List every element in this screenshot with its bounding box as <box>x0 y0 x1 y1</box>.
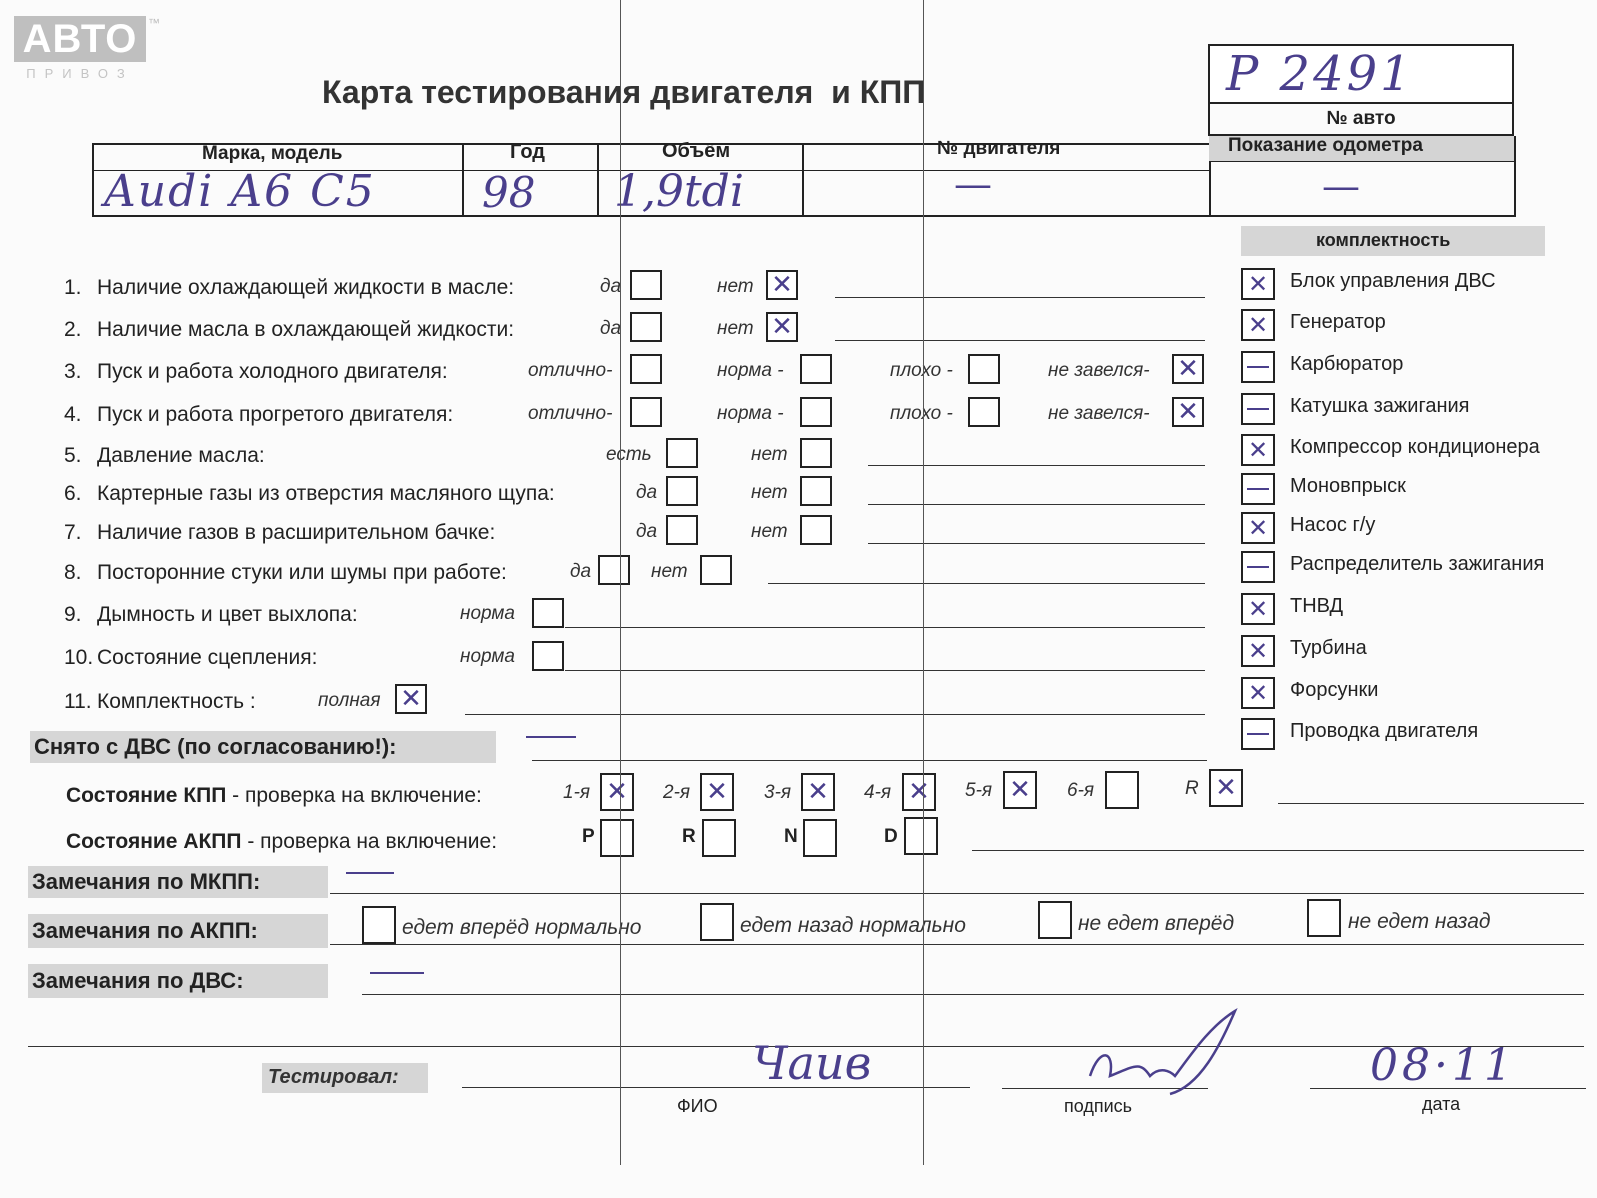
gear-5-checkbox[interactable] <box>1003 771 1037 809</box>
question-text: Картерные газы из отверстия масляного щупа: <box>97 482 555 505</box>
kit-checkbox-injectors[interactable] <box>1241 677 1275 709</box>
yes-label: да <box>570 561 592 582</box>
brand-label: Марка, модель <box>202 143 343 164</box>
gear-label: 6-я <box>1067 780 1095 801</box>
q3-no-start-checkbox[interactable] <box>1172 354 1204 384</box>
kit-checkbox-distributor[interactable] <box>1241 551 1275 583</box>
check-mark: ✕ <box>1177 397 1199 427</box>
brand-value: Audi A6 C5 <box>104 166 376 217</box>
bad-label: плохо - <box>890 360 953 381</box>
gear-label: R <box>1185 778 1199 799</box>
gear-1-checkbox[interactable] <box>600 773 634 811</box>
kit-item-label: Распределитель зажигания <box>1290 553 1545 575</box>
check-mark: ✕ <box>771 312 793 342</box>
normal-label: норма <box>460 603 515 624</box>
volume-label: Объём <box>662 140 731 162</box>
kit-item-label: Катушка зажигания <box>1290 395 1470 417</box>
fold-line <box>620 0 621 1165</box>
kit-checkbox-carburetor[interactable] <box>1241 351 1275 383</box>
check-mark: ✕ <box>1177 354 1199 384</box>
mode-p-checkbox[interactable] <box>600 819 634 857</box>
question-text: Наличие охлаждающей жидкости в масле: <box>97 276 515 299</box>
q8-no-checkbox[interactable] <box>700 555 732 585</box>
kit-item-label: Насос г/у <box>1290 514 1376 536</box>
gear-label: 1-я <box>563 782 591 803</box>
yes-label: да <box>636 482 658 503</box>
logo <box>14 16 164 86</box>
car-number-box <box>1208 44 1514 104</box>
kit-checkbox-turbine[interactable] <box>1241 635 1275 667</box>
remarks-akpp-label: Замечания по АКПП: <box>32 918 258 943</box>
check-mark: ✕ <box>1247 514 1269 542</box>
akpp-option-label: не едет вперёд <box>1078 912 1235 935</box>
year-value: 98 <box>482 168 536 217</box>
mode-label: R <box>682 826 696 847</box>
odometer-label: Показание одометра <box>1228 135 1423 156</box>
mode-label: D <box>884 826 898 847</box>
volume-value: 1,9tdi <box>614 166 744 217</box>
check-mark: ✕ <box>1247 436 1269 464</box>
question-number: 5. <box>64 444 82 467</box>
logo-sub: ПРИВОЗ <box>26 66 134 81</box>
question-number: 4. <box>64 403 82 426</box>
date-value: 08·11 <box>1370 1040 1516 1091</box>
normal-label: норма <box>460 646 515 667</box>
date-caption: дата <box>1422 1094 1461 1114</box>
check-mark: ✕ <box>771 270 793 300</box>
no-label: нет <box>717 276 754 297</box>
check-mark: ✕ <box>1247 311 1269 339</box>
question-number: 10. <box>64 646 94 669</box>
mode-r-checkbox[interactable] <box>702 819 736 857</box>
akpp-forward-ok-checkbox[interactable] <box>362 906 396 944</box>
q4-normal-checkbox[interactable] <box>800 397 832 427</box>
year-label: Год <box>510 141 545 163</box>
akpp-label-bold: Состояние АКПП <box>66 830 242 853</box>
akpp-label <box>66 830 497 854</box>
yes-label: да <box>600 318 622 339</box>
q10-normal-checkbox[interactable] <box>532 641 564 671</box>
kit-item-label: Моновпрыск <box>1290 475 1406 497</box>
present-label: есть <box>606 444 652 465</box>
kpp-label <box>66 784 482 808</box>
akpp-option-label: не едет назад <box>1348 910 1491 933</box>
remarks-dvs-label: Замечания по ДВС: <box>32 968 244 993</box>
fold-line <box>923 0 924 1165</box>
gear-label: 3-я <box>764 782 792 803</box>
yes-label: да <box>636 521 658 542</box>
excellent-label: отлично- <box>528 403 613 424</box>
kit-checkbox-injection-pump[interactable] <box>1241 593 1275 625</box>
q1-no-checkbox[interactable] <box>766 270 798 300</box>
fio-caption: ФИО <box>677 1096 718 1116</box>
remarks-dvs-dash <box>370 972 424 974</box>
no-label: нет <box>751 482 788 503</box>
q7-yes-checkbox[interactable] <box>666 515 698 545</box>
signature <box>1080 1006 1250 1096</box>
logo-tm: ™ <box>148 16 160 30</box>
q2-yes-checkbox[interactable] <box>630 312 662 342</box>
q4-excellent-checkbox[interactable] <box>630 397 662 427</box>
check-mark: ✕ <box>1247 679 1269 707</box>
kit-checkbox-ps-pump[interactable] <box>1241 512 1275 544</box>
check-mark: ✕ <box>400 684 422 714</box>
check-mark: ✕ <box>706 777 728 807</box>
kit-checkbox-generator[interactable] <box>1241 309 1275 341</box>
question-number: 9. <box>64 603 82 626</box>
kit-item-label: Турбина <box>1290 637 1367 659</box>
question-number: 8. <box>64 561 82 584</box>
tested-by-label: Тестировал: <box>268 1066 399 1088</box>
q9-normal-checkbox[interactable] <box>532 598 564 628</box>
question-text: Пуск и работа холодного двигателя: <box>97 360 448 383</box>
excellent-label: отлично- <box>528 360 613 381</box>
question-text: Пуск и работа прогретого двигателя: <box>97 403 454 426</box>
remarks-mkpp-dash <box>346 872 394 874</box>
q3-bad-checkbox[interactable] <box>968 354 1000 384</box>
q8-yes-checkbox[interactable] <box>598 555 630 585</box>
question-number: 3. <box>64 360 82 383</box>
gear-4-checkbox[interactable] <box>902 773 936 811</box>
bad-label: плохо - <box>890 403 953 424</box>
sign-caption: подпись <box>1064 1096 1133 1116</box>
no-start-label: не завелся- <box>1048 403 1150 424</box>
kit-checkbox-wiring[interactable] <box>1241 718 1275 750</box>
gear-3-checkbox[interactable] <box>801 773 835 811</box>
kit-item-label: Проводка двигателя <box>1290 720 1479 742</box>
kit-item-label: Блок управления ДВС <box>1290 270 1496 292</box>
gear-6-checkbox[interactable] <box>1105 771 1139 809</box>
no-label: нет <box>751 444 788 465</box>
kit-checkbox-ignition-coil[interactable] <box>1241 393 1275 425</box>
q11-full-checkbox[interactable] <box>395 684 427 714</box>
remarks-mkpp-label: Замечания по МКПП: <box>32 869 261 894</box>
gear-label: 5-я <box>965 780 993 801</box>
car-number-label-cell <box>1208 102 1514 136</box>
gear-2-checkbox[interactable] <box>700 773 734 811</box>
question-text: Наличие масла в охлаждающей жидкости: <box>97 318 515 341</box>
question-text: Наличие газов в расширительном бачке: <box>97 521 496 544</box>
kit-checkbox-ac-compressor[interactable] <box>1241 434 1275 466</box>
q1-yes-checkbox[interactable] <box>630 270 662 300</box>
check-mark: ✕ <box>908 777 930 807</box>
logo-main: АВТО <box>14 16 146 62</box>
page-title: Карта тестирования двигателя и КПП <box>322 74 926 110</box>
question-text: Давление масла: <box>97 444 265 467</box>
check-mark: ✕ <box>1215 773 1237 803</box>
mode-label: P <box>582 826 595 847</box>
gear-r-checkbox[interactable] <box>1209 769 1243 807</box>
mode-n-checkbox[interactable] <box>803 819 837 857</box>
kit-item-label: Генератор <box>1290 311 1386 333</box>
kit-title: комплектность <box>1316 230 1451 250</box>
akpp-option-label: едет назад нормально <box>740 914 966 937</box>
gear-label: 4-я <box>864 782 892 803</box>
no-label: нет <box>717 318 754 339</box>
q3-normal-checkbox[interactable] <box>800 354 832 384</box>
check-mark: ✕ <box>807 777 829 807</box>
gear-label: 2-я <box>663 782 691 803</box>
akpp-no-forward-checkbox[interactable] <box>1038 901 1072 939</box>
removed-dash <box>526 736 576 738</box>
q4-bad-checkbox[interactable] <box>968 397 1000 427</box>
akpp-back-ok-checkbox[interactable] <box>700 903 734 941</box>
engine-no-label: № двигателя <box>937 138 1061 159</box>
kit-item-label: Форсунки <box>1290 679 1379 701</box>
q7-no-checkbox[interactable] <box>800 515 832 545</box>
car-number-value: Р 2491 <box>1226 46 1414 102</box>
q3-excellent-checkbox[interactable] <box>630 354 662 384</box>
check-mark: ✕ <box>1247 270 1269 298</box>
q6-no-checkbox[interactable] <box>800 476 832 506</box>
question-text: Состояние сцепления: <box>97 646 318 669</box>
question-text: Посторонние стуки или шумы при работе: <box>97 561 507 584</box>
check-mark: ✕ <box>1009 775 1031 805</box>
no-start-label: не завелся- <box>1048 360 1150 381</box>
question-text: Дымность и цвет выхлопа: <box>97 603 358 626</box>
normal-label: норма - <box>717 360 784 381</box>
kit-checkbox-ecu[interactable] <box>1241 268 1275 300</box>
q6-yes-checkbox[interactable] <box>666 476 698 506</box>
no-label: нет <box>651 561 688 582</box>
normal-label: норма - <box>717 403 784 424</box>
q5-no-checkbox[interactable] <box>800 438 832 468</box>
akpp-option-label: едет вперёд нормально <box>402 916 642 939</box>
fio-value: Чаив <box>752 1036 872 1090</box>
question-number: 7. <box>64 521 82 544</box>
kpp-label-rest: - проверка на включение: <box>226 784 482 807</box>
kpp-label-bold: Состояние КПП <box>66 784 227 807</box>
question-number: 1. <box>64 276 82 299</box>
question-text: Комплектность : <box>97 690 256 713</box>
q4-no-start-checkbox[interactable] <box>1172 397 1204 427</box>
header-table <box>92 135 1516 218</box>
kit-item-label: ТНВД <box>1290 595 1344 617</box>
kit-item-label: Карбюратор <box>1290 353 1404 375</box>
removed-label: Снято с ДВС (по согласованию!): <box>34 734 397 759</box>
q2-no-checkbox[interactable] <box>766 312 798 342</box>
check-mark: ✕ <box>606 777 628 807</box>
check-mark: ✕ <box>1247 637 1269 665</box>
akpp-no-back-checkbox[interactable] <box>1307 899 1341 937</box>
question-number: 11. <box>64 690 92 713</box>
check-mark: ✕ <box>1247 595 1269 623</box>
kit-checkbox-mono-injection[interactable] <box>1241 473 1275 505</box>
question-number: 2. <box>64 318 82 341</box>
yes-label: да <box>600 276 622 297</box>
no-label: нет <box>751 521 788 542</box>
akpp-label-rest: - проверка на включение: <box>241 830 498 853</box>
engine-no-value: — <box>954 162 992 206</box>
q5-present-checkbox[interactable] <box>666 438 698 468</box>
car-number-label: № авто <box>1326 108 1396 129</box>
question-number: 6. <box>64 482 82 505</box>
mode-label: N <box>784 826 798 847</box>
full-label: полная <box>318 690 381 711</box>
odometer-value: — <box>1322 164 1360 208</box>
mode-d-checkbox[interactable] <box>904 817 938 855</box>
kit-item-label: Компрессор кондиционера <box>1290 436 1540 458</box>
